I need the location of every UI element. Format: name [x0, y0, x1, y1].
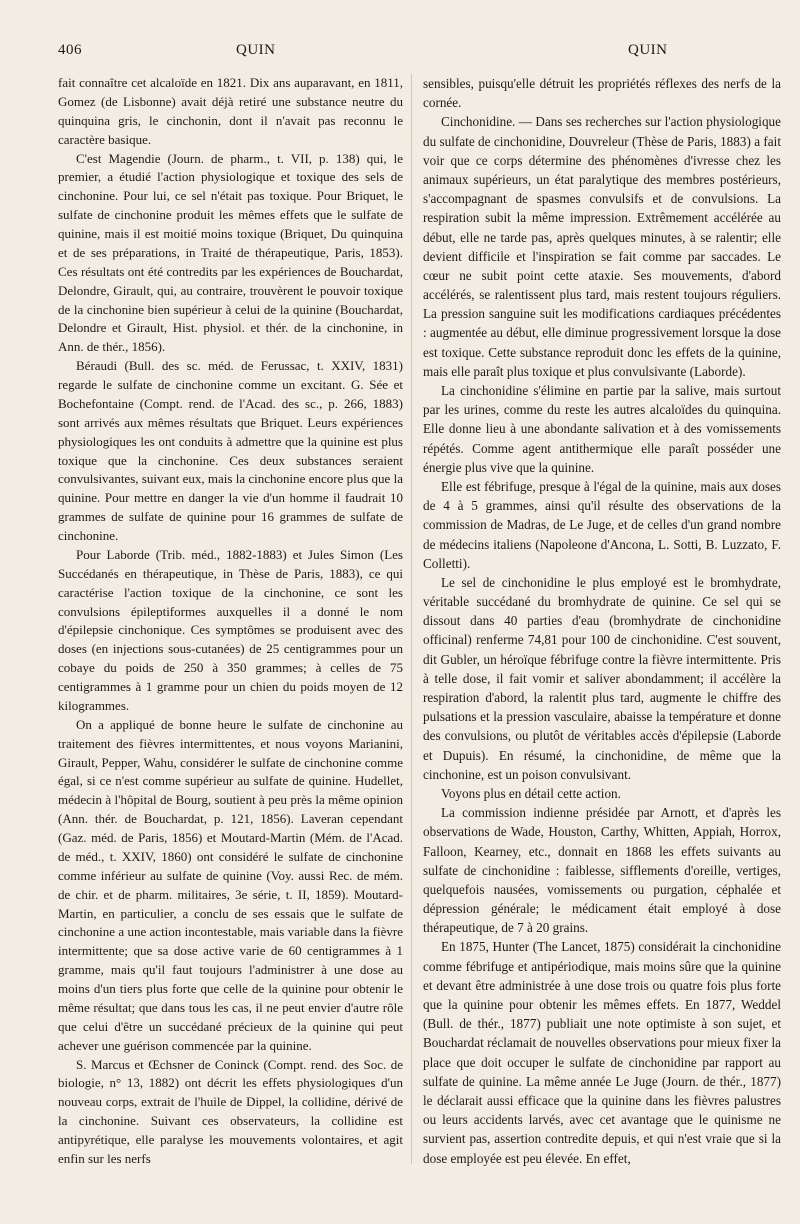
page-number: 406: [58, 42, 82, 58]
paragraph: Pour Laborde (Trib. méd., 1882-1883) et Jules Simon (Les Succédanés en thérapeutique, in Thèse de Paris, 1883), ce qui caractérise l'action toxique de la cinchonine, ce sont les convulsions épileptiformes auxquelles il a donné le nom d'épilepsie cinchonique. Ces symptômes se produisent avec des doses (en injections sous-cutanées) de 25 centigrammes pour un cobaye du poids de 250 à 350 grammes; à celles de 75 centigrammes à 1 gramme pour un chien du poids moyen de 12 kilogrammes.: [58, 546, 403, 713]
paragraph: sensibles, puisqu'elle détruit les propriétés réflexes des nerfs de la cornée.: [423, 76, 781, 111]
right-column-header: QUIN: [628, 42, 668, 58]
paragraph: En 1875, Hunter (The Lancet, 1875) considérait la cinchonidine comme fébrifuge et antipériodique, mais moins sûre que la quinine et devant être administrée à une dose trois ou quatre fois plus forte que la quinine pour obtenir les mêmes effets. En 1877, Weddel (Bull. de thér., 1877) publiait une note optimiste à son sujet, et Bouchardat réclamait de nouvelles observations pour mieux fixer la place que doit occuper le sulfate de cinchonidine par rapport au sulfate de quinine. La même année Le Juge (Journ. de thér., 1877) le déclarait aussi efficace que la quinine dans les fièvres palustres ou leurs accidents larvés, avec cet avantage que le quinisme ne survient pas, assertion contredite depuis, et qui n'est vraie que si la dose employée est peu élevée. En effet,: [423, 939, 781, 1166]
paragraph: Voyons plus en détail cette action.: [441, 785, 621, 801]
paragraph: S. Marcus et Œchsner de Coninck (Compt. rend. des Soc. de biologie, n° 13, 1882) ont décrit les effets physiologiques d'un nouveau corps, extrait de l'huile de Dippel, la collidine, dérivé de la cinchonine. Suivant ces observateurs, la collidine est antipyrétique, elle paralyse les mouvements volontaires, et agit enfin sur les nerfs: [58, 1056, 403, 1166]
column-divider: [411, 74, 412, 1164]
paragraph: C'est Magendie (Journ. de pharm., t. VII, p. 138) qui, le premier, a étudié l'action physiologique et toxique des sels de cinchonine. Pour lui, ce sel n'était pas toxique. Pour Briquet, le sulfate de cinchonine produit les mêmes effets que le sulfate de quinine, mais il est moitié moins toxique (Briquet, Du quinquina et de ses préparations, in Traité de thérapeutique, Paris, 1853). Ces résultats ont été contredits par les expériences de Bouchardat, Delondre, Girault, qui, au contraire, trouvèrent le pouvoir toxique de la cinchonine bien supérieur à celui de la quinine (Bouchardat, Delondre et Girault, Hist. physiol. et thér. de la cinchonine, in Ann. de thér., 1856).: [58, 150, 403, 355]
paragraph: La commission indienne présidée par Arnott, et d'après les observations de Wade, Houston, Carthy, Whitten, Appiah, Horrox, Falloon, Kearney, etc., donnait en 1868 les effets suivants au sulfate de cinchonidine : faiblesse, sifflements d'oreille, vertiges, quelquefois nausées, vomissements ou purgation, céphalée et dépression générale; le médicament était employé à dose thérapeutique, de 7 à 20 grains.: [423, 805, 781, 936]
paragraph: On a appliqué de bonne heure le sulfate de cinchonine au traitement des fièvres intermittentes, et nous voyons Marianini, Girault, Pepper, Wahu, considérer le sulfate de cinchonine comme égal, si ce n'est comme supérieur au sulfate de quinine. Hudellet, médecin à l'hôpital de Bourg, soutient à peu près la même opinion (Ann. thér. de Bouchardat, p. 121, 1856). Laveran cependant (Gaz. méd. de Paris, 1856) et Moutard-Martin (Mém. de l'Acad. de méd., t. XXIV, 1860) ont considéré le sulfate de cinchonine comme inférieur au sulfate de quinine (Voy. aussi Rec. de mém. de chir. et de pharm. militaires, 3e série, t. II, 1859). Moutard-Martin, en particulier, a conclu de ses essais que le sulfate de cinchonine a une action incontestable, mais variable dans la fièvre intermittente; que sa dose active varie de 60 centigrammes à 1 gramme, mais qu'il faut toujours l'administrer à une dose au moins d'un tiers plus forte que celle de la quinine pour obtenir le même résultat; que dans tous les cas, il ne peut envier d'autre rôle que celui d'être un succédané précieux de la quinine qui peut achever une guérison commencée par la quinine.: [58, 716, 403, 1053]
paragraph: Elle est fébrifuge, presque à l'égal de la quinine, mais aux doses de 4 à 5 grammes, ainsi qu'il résulte des observations de la commission de Madras, de Le Juge, et de celles d'un grand nombre de médecins italiens (Napoleone d'Ancona, L. Sotti, B. Luzzato, F. Colletti).: [423, 478, 781, 571]
left-column-header: QUIN: [236, 42, 276, 58]
paragraph: Le sel de cinchonidine le plus employé est le bromhydrate, véritable succédané du bromhydrate de quinine. Ce sel qui se dissout dans 40 parties d'eau (bromhydrate de cinchonidine officinal) renferme 74,81 pour 100 de cinchonidine. C'est souvent, dit Gubler, un héroïque fébrifuge contre la fièvre intermittente. Pris à telle dose, il fait vomir et saliver abondamment; il accélère la respiration d'abord, la ralentit plus tard, augmente le chiffre des pulsations et la pression vasculaire, abaisse la température et donne des convulsions, ou plutôt de véritables accès d'épilepsie (Laborde et Dupuis). En résumé, la cinchonidine, de même que la cinchonine, est un poison convulsivant.: [423, 574, 781, 782]
paragraph: Cinchonidine. — Dans ses recherches sur l'action physiologique du sulfate de cinchonidine, Douvreleur (Thèse de Paris, 1883) a fait voir que ce corps détermine des phénomènes d'ivresse chez les animaux supérieurs, un état paralytique des membres postérieurs, s'accompagnant de spasmes convulsifs et de convulsions. La respiration subit la même impression. Extrêmement accélérée au début, elle ne tarde pas, après quelques minutes, à se ralentir; elle devient difficile et l'inspiration se fait comme par saccades. Le cœur ne subit point cette ataxie. Ses mouvements, d'abord accélérés, se ralentissent plus tard, mais restent toujours réguliers. La pression sanguine suit les modifications cardiaques précédentes : augmentée au début, elle diminue progressivement lorsque la dose est toxique. Cette substance reproduit donc les effets de la quinine, mais elle paraît plus toxique et plus convulsivante (Laborde).: [423, 114, 781, 379]
left-column: [58, 74, 403, 1169]
running-head: [58, 42, 760, 62]
right-column: [423, 74, 781, 1168]
paragraph: La cinchonidine s'élimine en partie par la salive, mais surtout par les urines, comme du reste les autres alcaloïdes du quinquina. Elle donne lieu à une abondante salivation et à des vomissements répétés. Comme agent antithermique elle paraît posséder une énergie plus vive que la quinine.: [423, 383, 781, 475]
paragraph: fait connaître cet alcaloïde en 1821. Dix ans auparavant, en 1811, Gomez (de Lisbonne) avait déjà retiré une substance neutre du quinquina gris, le cinchonin, dont il n'avait pas reconnu le caractère basique.: [58, 75, 403, 147]
paragraph: Béraudi (Bull. des sc. méd. de Ferussac, t. XXIV, 1831) regarde le sulfate de cinchonine comme un excitant. G. Sée et Bochefontaine (Compt. rend. de l'Acad. des sc., p. 266, 1883) sont arrivés aux mêmes résultats que Briquet. Leurs expériences physiologiques les ont conduits à admettre que la quinine est plus toxique que la cinchonine. Ces deux substances seraient convulsivantes, suivant eux, mais la cinchonine encore plus que la quinine. Pour mettre en danger la vie d'un homme il faudrait 10 grammes de sulfate de quinine pour 16 grammes de sulfate de cinchonine.: [58, 358, 403, 543]
